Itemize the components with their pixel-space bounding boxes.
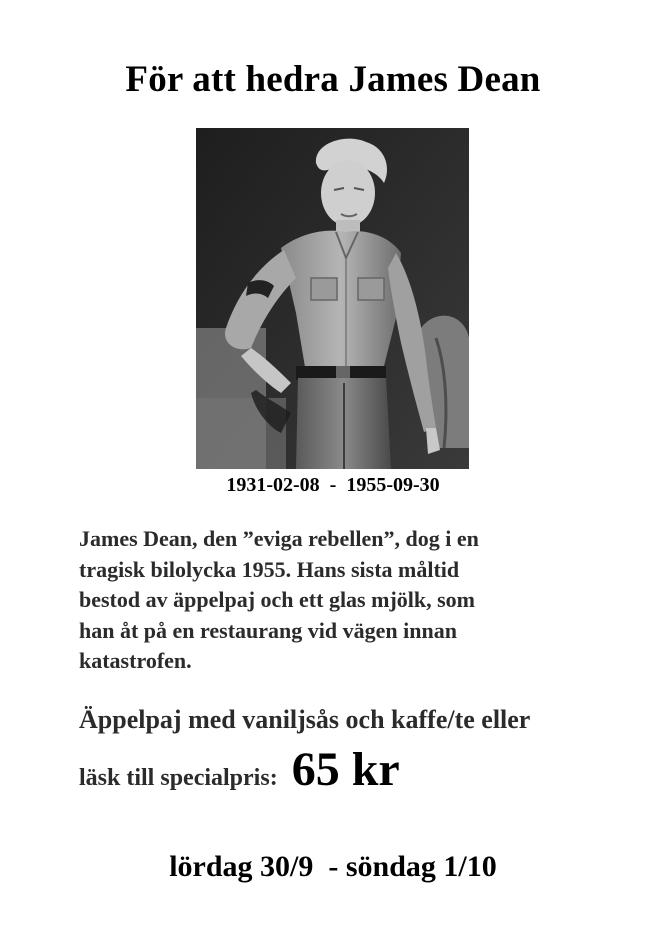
- page-title: För att hedra James Dean: [125, 59, 541, 100]
- price: 65 kr: [291, 743, 400, 796]
- description-line: han åt på en restaurang vid vägen innan: [79, 617, 457, 643]
- description-line: tragisk bilolycka 1955. Hans sista måltid: [79, 556, 460, 582]
- description-line: katastrofen.: [79, 648, 192, 673]
- description-line: James Dean, den ”eviga rebellen”, dog i en: [79, 526, 479, 551]
- portrait-photo: [196, 128, 469, 469]
- offer-line-2: [79, 742, 400, 797]
- offer-line-1: Äppelpaj med vaniljsås och kaffe/te eller: [79, 705, 531, 734]
- portrait-illustration: [196, 128, 469, 469]
- description-line: bestod av äppelpaj och ett glas mjölk, som: [79, 587, 476, 612]
- event-days: lördag 30/9 - söndag 1/10: [169, 850, 497, 883]
- life-dates: 1931-02-08 - 1955-09-30: [226, 474, 440, 496]
- description-text: [79, 524, 619, 677]
- offer-label: läsk till specialpris:: [79, 765, 278, 791]
